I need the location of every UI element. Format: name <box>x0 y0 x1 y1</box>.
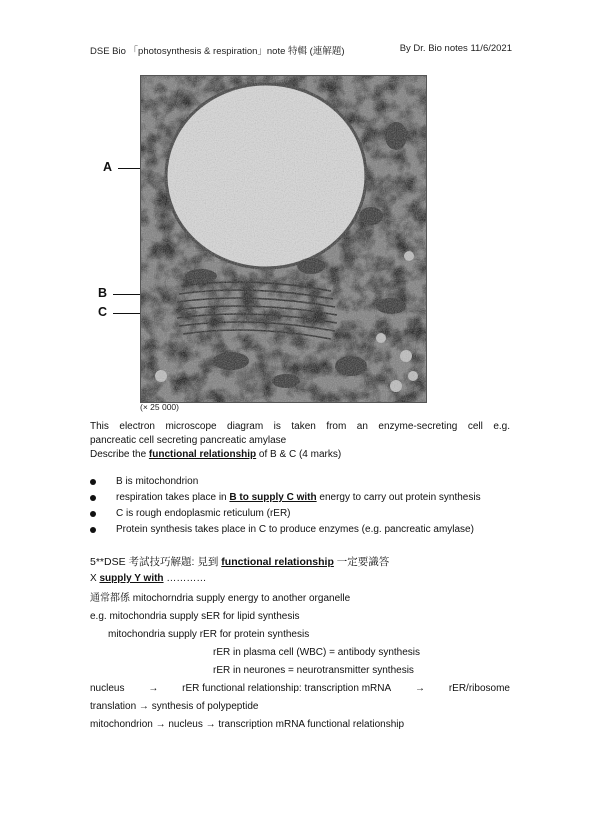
label-b: B <box>98 286 108 300</box>
bullet-icon <box>90 479 96 485</box>
list-item <box>90 474 530 490</box>
describe-suffix: of B & C (4 marks) <box>256 449 342 460</box>
mito-b: nucleus <box>168 719 203 730</box>
tips-nucleus-line <box>90 682 510 696</box>
nucleus-c: rER/ribosome <box>448 683 510 694</box>
right-arrow-icon: → <box>414 683 425 694</box>
question-describe <box>90 448 510 462</box>
label-a: A <box>103 160 113 174</box>
answer-suffix: energy to carry out protein synthesis <box>316 492 481 503</box>
electron-micrograph <box>140 75 427 403</box>
list-item <box>90 490 530 506</box>
describe-prefix: Describe the <box>90 449 149 460</box>
tips-title-prefix: 5**DSE 考試技巧解題: 見到 <box>90 556 222 568</box>
question-intro-line-2: pancreatic cell secreting pancreatic amylase <box>90 435 287 446</box>
nucleus-a: nucleus <box>90 683 125 694</box>
supply-suffix: ………… <box>163 573 207 584</box>
right-arrow-icon: → <box>205 719 216 730</box>
answer-text: C is rough endoplasmic reticulum (rER) <box>116 508 291 519</box>
translation-b: synthesis of polypeptide <box>151 701 259 712</box>
tips-example-4: rER in neurones = neurotransmitter synthesis <box>213 665 414 676</box>
right-arrow-icon: → <box>155 719 166 730</box>
tips-supply <box>90 572 206 586</box>
supply-key: supply Y with <box>99 573 164 584</box>
label-c: C <box>98 305 108 319</box>
answer-prefix: respiration takes place in <box>116 492 230 503</box>
tips-usual: 通常都係 mitochorndria supply energy to another organelle <box>90 593 351 604</box>
tips-title <box>90 555 389 569</box>
mito-c: transcription mRNA functional relationship <box>218 719 405 730</box>
answer-text: Protein synthesis takes place in C to produce enzymes (e.g. pancreatic amylase) <box>116 524 474 535</box>
answer-text: B is mitochondrion <box>116 476 199 487</box>
page-header <box>90 43 512 57</box>
translation-a: translation <box>90 701 137 712</box>
tips-example-2: mitochondria supply rER for protein synthesis <box>108 629 310 640</box>
tips-example-3: rER in plasma cell (WBC) = antibody synthesis <box>213 647 421 658</box>
supply-prefix: X <box>90 573 100 584</box>
right-arrow-icon: → <box>148 683 159 694</box>
question-intro-line-1: This electron microscope diagram is taken from an enzyme-secreting cell e.g. <box>90 421 510 432</box>
list-item <box>90 522 530 538</box>
header-title: DSE Bio 「photosynthesis & respiration」note 特輯 (連解題) <box>90 46 345 57</box>
tips-title-key: functional relationship <box>221 556 334 568</box>
answer-key: B to supply C with <box>229 492 317 503</box>
mito-a: mitochondrion <box>90 719 153 730</box>
nucleus-b: rER functional relationship: transcription mRNA <box>182 683 392 694</box>
list-item <box>90 506 530 522</box>
right-arrow-icon: → <box>138 701 149 712</box>
tips-mito-line <box>90 718 404 732</box>
bullet-icon <box>90 495 96 501</box>
bullet-icon <box>90 527 96 533</box>
bullet-icon <box>90 511 96 517</box>
tips-translation-line <box>90 700 258 714</box>
magnification-label: (× 25 000) <box>140 402 179 412</box>
describe-key: functional relationship <box>148 449 257 460</box>
answer-list <box>90 474 530 538</box>
micrograph-image <box>141 76 426 402</box>
tips-title-suffix: 一定要識答 <box>333 556 390 568</box>
tips-example-1: e.g. mitochondria supply sER for lipid synthesis <box>90 611 300 622</box>
header-author-date: By Dr. Bio notes 11/6/2021 <box>399 43 512 54</box>
